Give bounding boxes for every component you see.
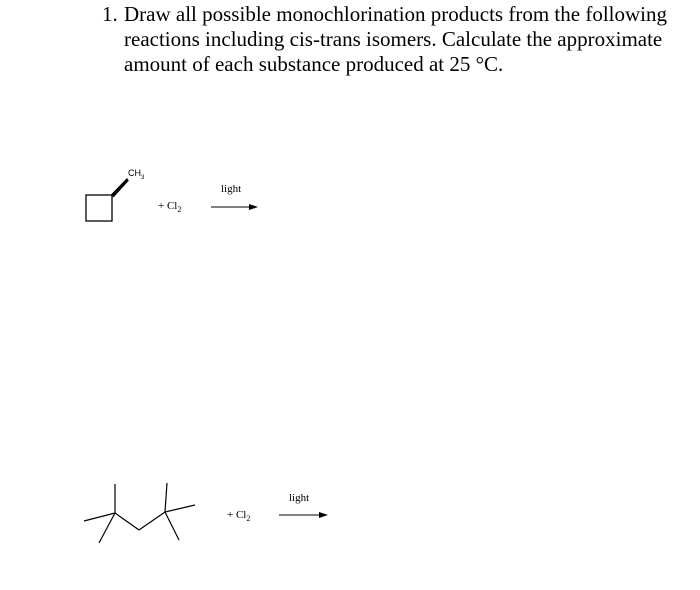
reagent-label: + $Cl_2$ bbox=[227, 509, 251, 524]
reagent-label: + $Cl_2$ bbox=[158, 200, 182, 215]
condition-label: light bbox=[221, 183, 242, 195]
question-text: Draw all possible monochlorination products from the following reactions including cis-trans isomers. Calculate the approximate amount of each substance produced at 25 °C. bbox=[124, 2, 667, 76]
question-number: 1. bbox=[102, 2, 118, 26]
methyl-label: $CH_3$ bbox=[128, 168, 145, 181]
condition-label: light bbox=[289, 492, 310, 504]
